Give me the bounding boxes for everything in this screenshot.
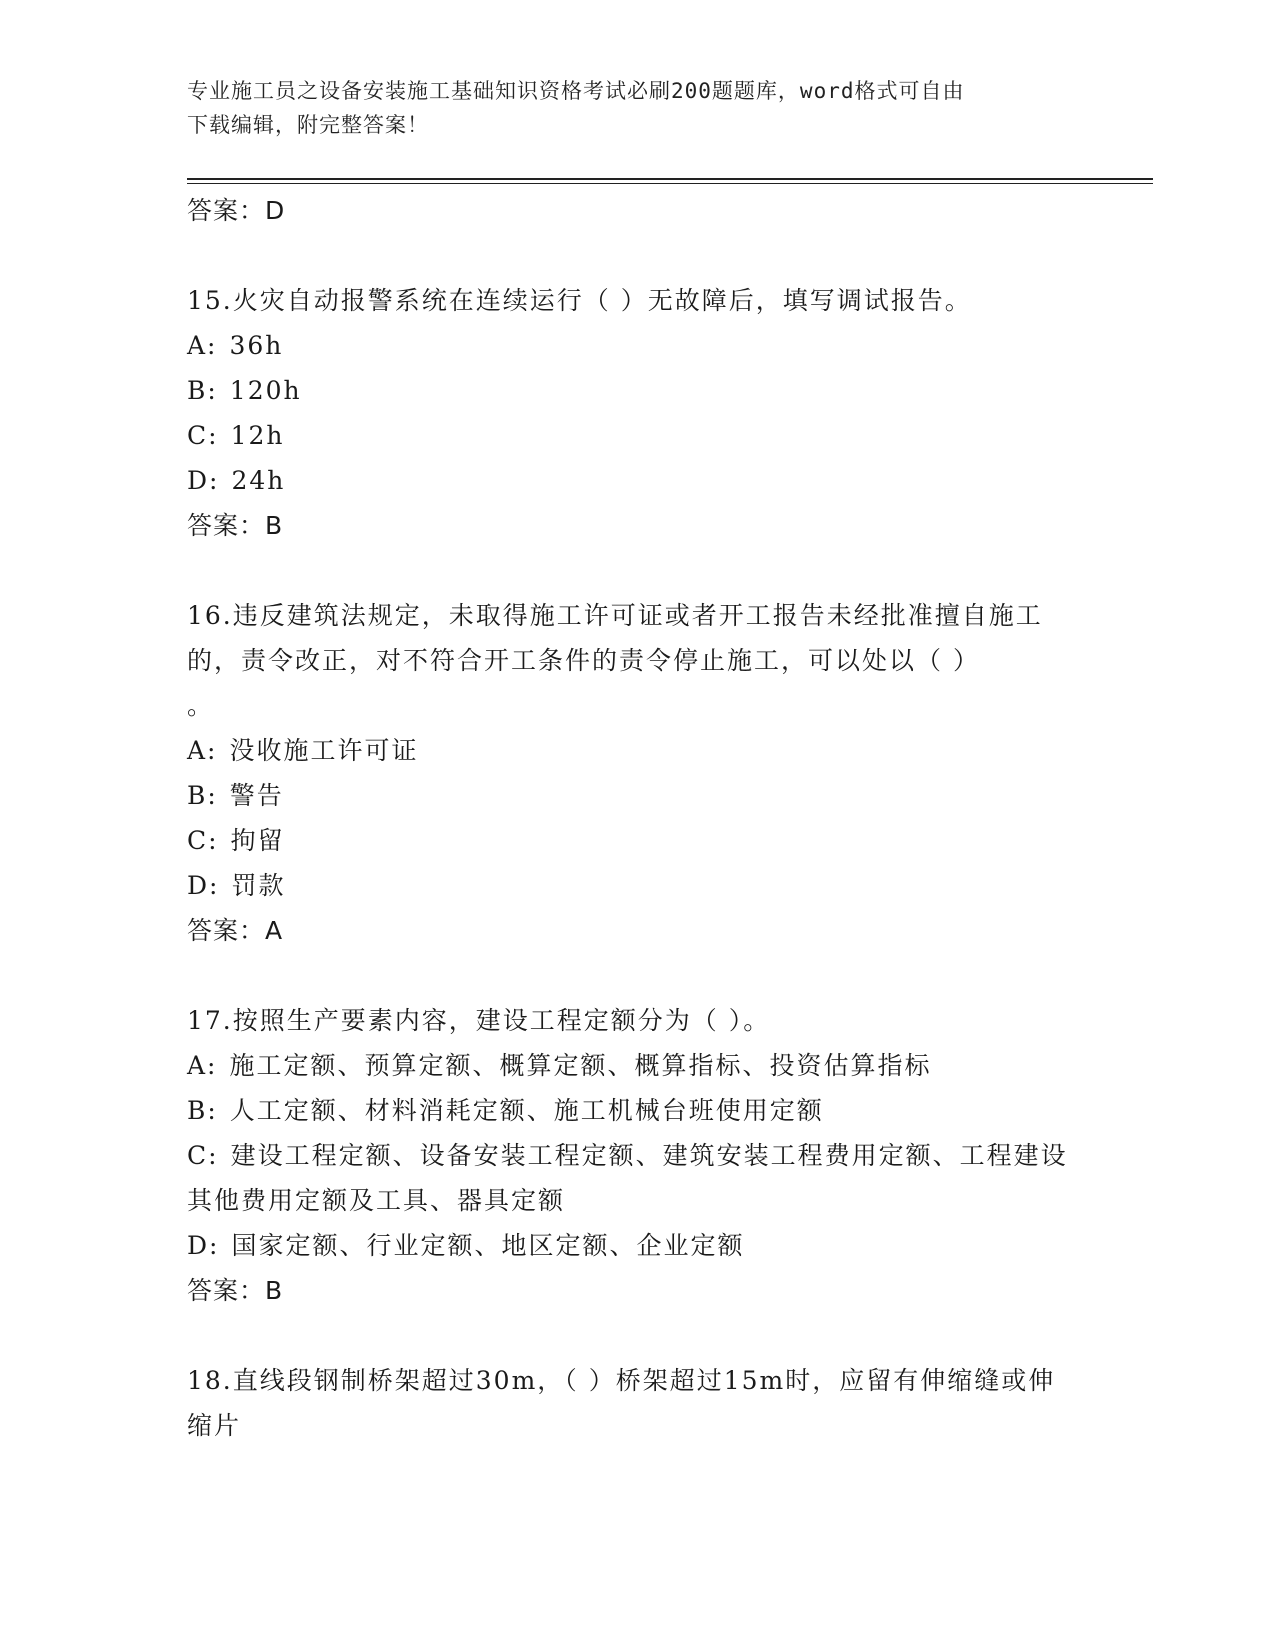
option-key: B: — [187, 376, 218, 405]
question-16-text-tail: 。 — [187, 691, 215, 720]
option-key: C: — [187, 826, 219, 855]
header-line-1: 专业施工员之设备安装施工基础知识资格考试必刷200题题库，word格式可自由 — [187, 79, 965, 103]
option-text: 24h — [231, 466, 286, 495]
question-17-text: 17.按照生产要素内容，建设工程定额分为（ ）。 — [187, 1006, 771, 1035]
option-key: B: — [187, 1096, 218, 1125]
question-15-option-d — [187, 458, 1087, 503]
option-text: 施工定额、预算定额、概算定额、概算指标、投资估算指标 — [229, 1051, 932, 1080]
question-15-option-c — [187, 413, 1087, 458]
question-16-option-b — [187, 773, 1087, 818]
option-key: A: — [187, 331, 218, 360]
option-text: 120h — [229, 376, 302, 405]
option-text: 罚款 — [231, 871, 286, 900]
header-line-2: 下载编辑，附完整答案！ — [187, 113, 429, 137]
option-text: 没收施工许可证 — [229, 736, 419, 765]
spacer — [187, 953, 1087, 998]
header-divider-thick — [187, 178, 1153, 180]
option-key: B: — [187, 781, 218, 810]
option-text: 12h — [230, 421, 285, 450]
question-16-option-d — [187, 863, 1087, 908]
option-key: C: — [187, 1141, 219, 1170]
question-17-option-d — [187, 1223, 1087, 1268]
option-key: D: — [187, 466, 220, 495]
option-key: D: — [187, 871, 220, 900]
question-16-option-a — [187, 728, 1087, 773]
page-header — [187, 74, 1067, 142]
option-text: 建设工程定额、设备安装工程定额、建筑安装工程费用定额、工程建设其他费用定额及工具、器具定额 — [187, 1141, 1068, 1215]
option-key: A: — [187, 1051, 218, 1080]
option-text: 36h — [229, 331, 284, 360]
question-17-option-a — [187, 1043, 1087, 1088]
question-17-answer: 答案：B — [187, 1276, 284, 1305]
option-text: 拘留 — [230, 826, 285, 855]
spacer — [187, 548, 1087, 593]
question-18-text: 18.直线段钢制桥架超过30m，（ ）桥架超过15m时，应留有伸缩缝或伸缩片 — [187, 1366, 1056, 1440]
option-text: 国家定额、行业定额、地区定额、企业定额 — [231, 1231, 745, 1260]
option-text: 警告 — [229, 781, 284, 810]
option-key: A: — [187, 736, 218, 765]
question-16-text: 16.违反建筑法规定，未取得施工许可证或者开工报告未经批准擅自施工的，责令改正，对不符合开工条件的责令停止施工，可以处以（ ） — [187, 601, 1043, 675]
question-list — [187, 188, 1087, 1448]
question-17-option-b — [187, 1088, 1087, 1133]
spacer — [187, 233, 1087, 278]
header-divider-thin — [187, 183, 1153, 184]
question-16-option-c — [187, 818, 1087, 863]
question-15-option-b — [187, 368, 1087, 413]
question-17-option-c — [187, 1133, 1087, 1223]
previous-answer: 答案：D — [187, 196, 286, 225]
spacer — [187, 1313, 1087, 1358]
question-15-answer: 答案：B — [187, 511, 284, 540]
question-16-answer: 答案：A — [187, 916, 284, 945]
option-text: 人工定额、材料消耗定额、施工机械台班使用定额 — [229, 1096, 824, 1125]
question-15-option-a — [187, 323, 1087, 368]
option-key: C: — [187, 421, 219, 450]
option-key: D: — [187, 1231, 220, 1260]
question-15-text: 15.火灾自动报警系统在连续运行（ ）无故障后，填写调试报告。 — [187, 286, 972, 315]
